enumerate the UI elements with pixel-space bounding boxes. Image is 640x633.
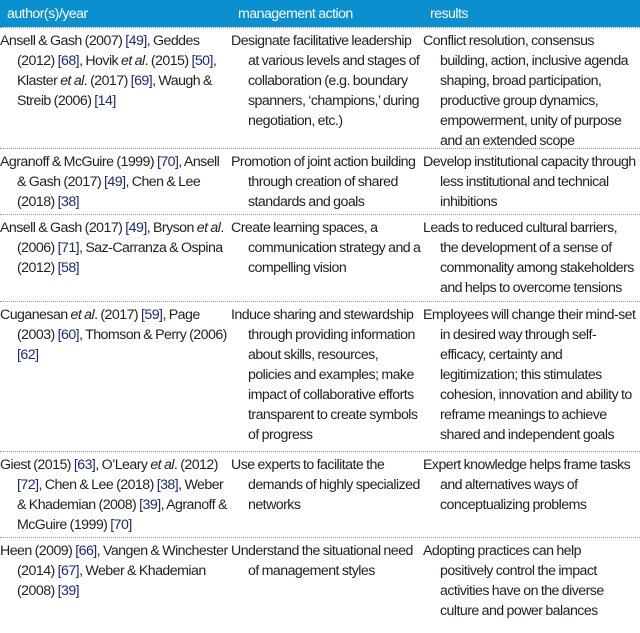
result-cell: Develop institutional capacity through less institutional and technical inhibitions: [423, 154, 636, 210]
result-cell: Leads to reduced cultural barriers, the development of a sense of commonality among stakeholders and helps to overcome tensions: [423, 220, 634, 296]
citation-link[interactable]: [70]: [110, 517, 132, 533]
et-al-text: et al: [120, 53, 145, 69]
result-cell: Adopting practices can help positively control the impact activities have on the diverse culture and power balances: [423, 543, 604, 619]
citation-link[interactable]: [14]: [94, 93, 116, 109]
action-cell: Create learning spaces, a communication strategy and a compelling vision: [231, 220, 421, 276]
citation-link[interactable]: [58]: [57, 260, 80, 276]
table-row: [0, 451, 640, 537]
citation-link[interactable]: [49]: [125, 33, 147, 49]
citation-link[interactable]: [72]: [17, 477, 39, 493]
authors-cell: Heen (2009) [66], Vangen & Winchester (2014) [67], Weber & Khademian (2008) [39]: [0, 543, 228, 599]
et-al-text: et al: [60, 73, 84, 89]
et-al-text: et al: [150, 457, 174, 473]
result-cell: Expert knowledge helps frame tasks and alternatives ways of conceptualizing problems: [423, 457, 631, 513]
citation-link[interactable]: [39]: [57, 583, 80, 599]
citation-link[interactable]: [49]: [125, 220, 147, 236]
citation-link[interactable]: [38]: [156, 477, 179, 493]
column-header-authors: author(s)/year: [7, 5, 88, 22]
authors-cell: Agranoff & McGuire (1999) [70], Ansell & Gash (2017) [49], Chen & Lee (2018) [38]: [0, 154, 220, 210]
result-cell: Conflict resolution, consensus building, action, inclusive agenda shaping, broad participation, productive group dynamics, empowerment, unity of purpose and an extended scope: [423, 33, 629, 149]
action-cell: Use experts to facilitate the demands of highly specialized networks: [231, 457, 420, 513]
result-cell: Employees will change their mind-set in desired way through self-efficacy, certainty and legitimization; this stimulates cohesion, innovation and ability to reframe meanings to achieve shared and independent goals: [423, 307, 636, 443]
authors-cell: Ansell & Gash (2017) [49], Bryson et al. (2006) [71], Saz-Carranza & Ospina (2012) [58]: [0, 220, 224, 276]
citation-link[interactable]: [63]: [73, 457, 96, 473]
authors-cell: Cuganesan et al. (2017) [59], Page (2003) [60], Thomson & Perry (2006) [62]: [0, 307, 227, 363]
citation-link[interactable]: [38]: [57, 194, 80, 210]
citation-link[interactable]: [69]: [130, 73, 153, 89]
citation-link[interactable]: [68]: [57, 53, 80, 69]
action-cell: Promotion of joint action building through creation of shared standards and goals: [231, 154, 416, 210]
citation-link[interactable]: [70]: [156, 154, 179, 170]
table-row: [0, 27, 640, 148]
citation-link[interactable]: [59]: [140, 307, 163, 323]
table-row: [0, 537, 640, 633]
citation-link[interactable]: [50]: [191, 53, 213, 69]
action-cell: Induce sharing and stewardship through providing information about skills, resources, policies and examples; make impact of collaborative efforts transparent to create symbols of progress: [231, 307, 418, 443]
citation-link[interactable]: [60]: [57, 327, 80, 343]
column-header-management-action: management action: [238, 5, 353, 22]
et-al-text: et al: [196, 220, 221, 236]
citation-link[interactable]: [67]: [57, 563, 80, 579]
authors-cell: Ansell & Gash (2007) [49], Geddes (2012) [68], Hovik et al. (2015) [50], Klaster et al. (2017) [69], Waugh & Streib (2006) [14]: [0, 33, 217, 109]
action-cell: Understand the situational need of management styles: [231, 543, 413, 579]
table-row: [0, 301, 640, 451]
table-row: [0, 148, 640, 214]
citation-link[interactable]: [66]: [75, 543, 97, 559]
action-cell: Designate facilitative leadership at various levels and stages of collaboration (e.g. boundary spanners, ‘champions,’ during negotiation, etc.): [231, 33, 420, 129]
table-row: [0, 214, 640, 301]
citation-link[interactable]: [49]: [104, 174, 126, 190]
et-al-text: et al: [70, 307, 95, 323]
citation-link[interactable]: [39]: [139, 497, 161, 513]
column-header-results: results: [430, 5, 468, 22]
citation-link[interactable]: [71]: [57, 240, 80, 256]
table-header: [0, 0, 640, 27]
citation-link[interactable]: [62]: [17, 347, 39, 363]
authors-cell: Giest (2015) [63], O’Leary et al. (2012) [72], Chen & Lee (2018) [38], Weber & Khademian (2008) [39], Agranoff & McGuire (1999) [70]: [0, 457, 227, 533]
